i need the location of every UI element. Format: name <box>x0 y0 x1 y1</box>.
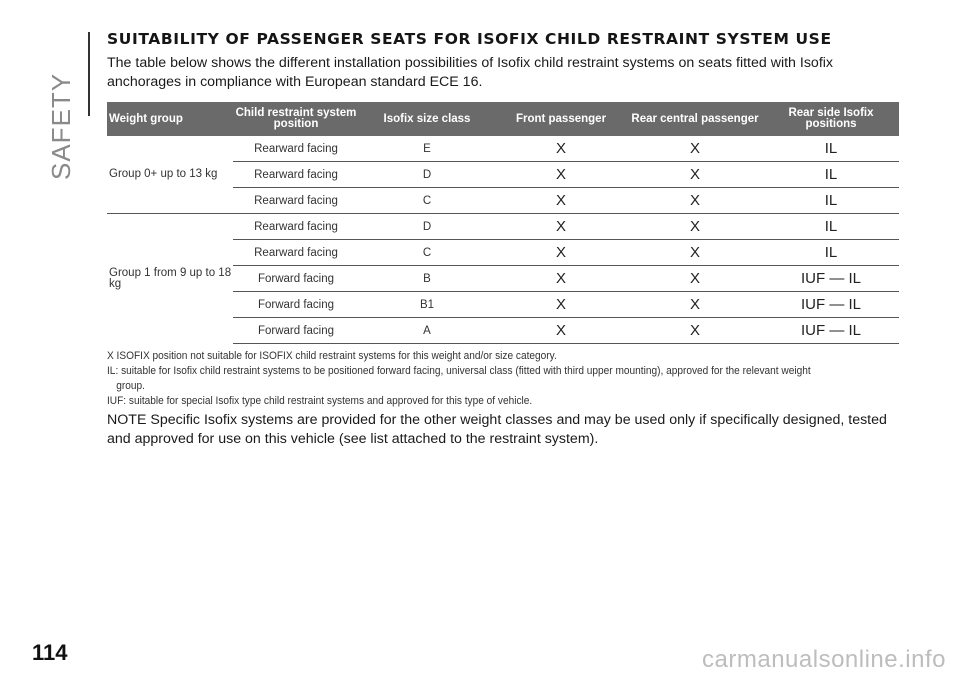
page-number: 114 <box>32 640 68 665</box>
position-cell: Forward facing <box>233 292 359 318</box>
position-cell: Rearward facing <box>233 162 359 188</box>
note-x: X ISOFIX position not suitable for ISOFIX child restraint systems for this weight and/or size category. <box>107 350 557 362</box>
position-cell: Forward facing <box>233 266 359 292</box>
side-rule <box>88 32 90 116</box>
rear-side-cell: IUF — IL <box>763 266 899 292</box>
size-class-cell: B <box>359 266 495 292</box>
section-side-label: SAFETY <box>46 72 76 180</box>
rear-side-cell: IL <box>763 162 899 188</box>
weight-group-cell: Group 0+ up to 13 kg <box>109 168 218 180</box>
rear-central-cell: X <box>627 240 763 266</box>
header-front-passenger: Front passenger <box>495 102 627 136</box>
size-class-cell: C <box>359 240 495 266</box>
rear-side-cell: IUF — IL <box>763 318 899 344</box>
rear-side-cell: IL <box>824 140 838 157</box>
header-size-class: Isofix size class <box>359 102 495 136</box>
rear-central-cell: X <box>627 188 763 214</box>
page-content <box>107 30 897 449</box>
rear-side-cell: IUF — IL <box>763 292 899 318</box>
note-iuf: IUF: suitable for special Isofix type child restraint systems and approved for this type of vehicle. <box>107 395 533 407</box>
rear-side-cell: IL <box>763 240 899 266</box>
front-cell: X <box>495 240 627 266</box>
front-cell: X <box>555 140 566 157</box>
table-header-row <box>107 102 899 136</box>
intro-paragraph: The table below shows the different installation possibilities of Isofix child restraint systems on seats fitted with Isofix anchorages in compliance with European standard ECE 16. <box>107 55 834 90</box>
table-row <box>107 136 899 162</box>
table-notes <box>107 349 897 449</box>
front-cell: X <box>495 162 627 188</box>
size-class-cell: D <box>359 162 495 188</box>
front-cell: X <box>495 318 627 344</box>
rear-central-cell: X <box>627 318 763 344</box>
size-class-cell: C <box>359 188 495 214</box>
size-class-cell: B1 <box>359 292 495 318</box>
size-class-cell: E <box>423 142 431 155</box>
rear-central-cell: X <box>627 214 763 240</box>
rear-central-cell: X <box>627 292 763 318</box>
header-weight-group: Weight group <box>107 102 233 136</box>
position-cell: Rearward facing <box>254 142 338 155</box>
table-row <box>107 214 899 240</box>
header-rear-side: Rear side Isofix positions <box>763 102 899 136</box>
front-cell: X <box>495 292 627 318</box>
header-rear-central: Rear central passenger <box>627 102 763 136</box>
position-cell: Forward facing <box>233 318 359 344</box>
front-cell: X <box>495 266 627 292</box>
note-il: IL: suitable for Isofix child restraint systems to be positioned forward facing, universal class (fitted with third upper mounting), approved for the relevant weight <box>107 365 811 377</box>
weight-group-cell: Group 1 from 9 up to 18 kg <box>107 214 233 344</box>
position-cell: Rearward facing <box>233 188 359 214</box>
front-cell: X <box>495 188 627 214</box>
size-class-cell: A <box>359 318 495 344</box>
isofix-suitability-table <box>107 102 899 344</box>
position-cell: Rearward facing <box>233 240 359 266</box>
rear-central-cell: X <box>627 162 763 188</box>
note-il-continued: group. <box>116 380 145 392</box>
header-position: Child restraint system position <box>233 102 359 136</box>
note-specific-systems: NOTE Specific Isofix systems are provided for the other weight classes and may be used only if specifically designed, tested and approved for use on this vehicle (see list attached to the restraint system). <box>107 412 887 447</box>
rear-central-cell: X <box>689 140 700 157</box>
watermark: carmanualsonline.info <box>702 646 946 673</box>
rear-side-cell: IL <box>763 214 899 240</box>
rear-central-cell: X <box>627 266 763 292</box>
page-title: SUITABILITY OF PASSENGER SEATS FOR ISOFIX CHILD RESTRAINT SYSTEM USE <box>107 30 832 48</box>
rear-side-cell: IL <box>763 188 899 214</box>
position-cell: Rearward facing <box>233 214 359 240</box>
size-class-cell: D <box>359 214 495 240</box>
front-cell: X <box>495 214 627 240</box>
